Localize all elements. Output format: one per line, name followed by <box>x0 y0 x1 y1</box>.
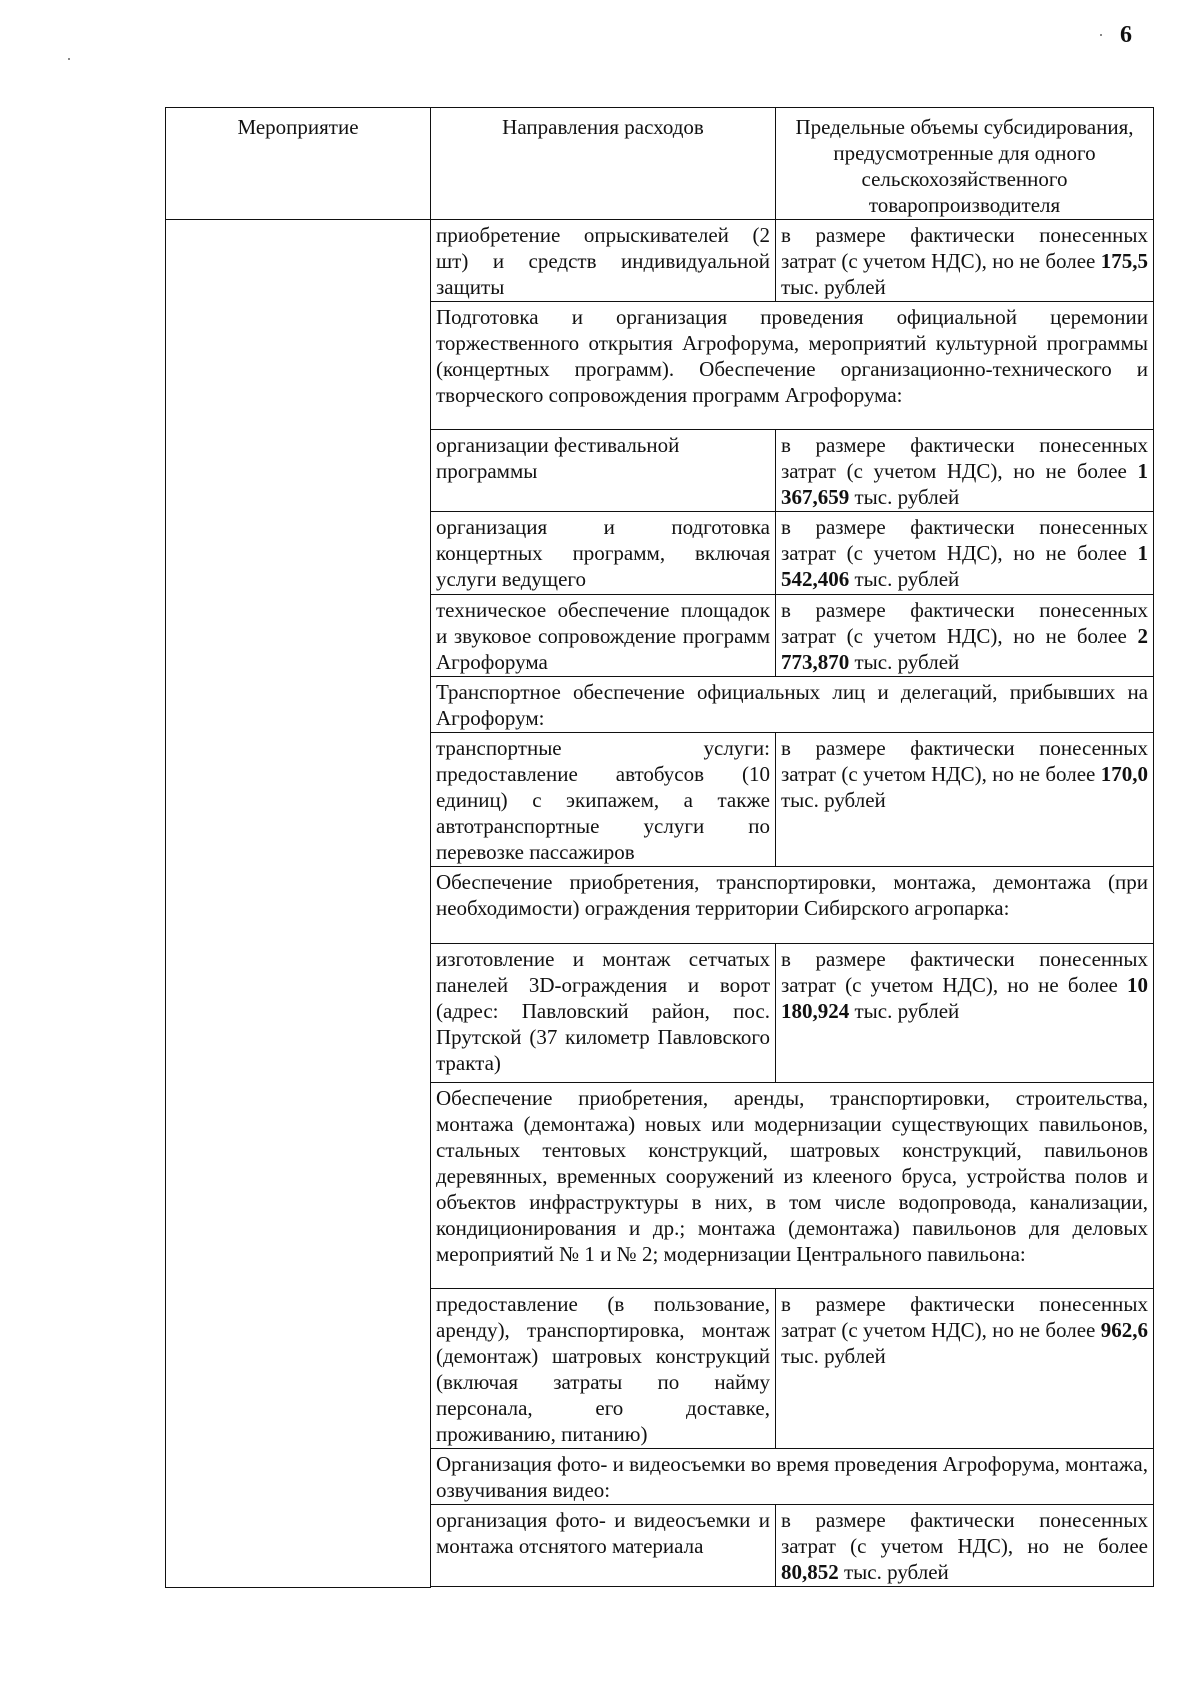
direction-cell: изготовление и монтаж сетчатых панелей 3D-ограждения и ворот (адрес: Павловский район, пос. Прутской (37 километр Павловского тракта) <box>431 944 776 1083</box>
limit-amount: 170,0 <box>1100 762 1148 786</box>
section-text: Подготовка и организация проведения официальной церемонии торжественного открытия Агрофорума, мероприятий культурной программы (концертных программ). Обеспечение организационно-технического и творческого сопровождения программ Агрофорума: <box>431 302 1154 430</box>
table-header-row <box>166 108 1154 220</box>
limit-cell: в размере фактически понесенных затрат (с учетом НДС), но не более 80,852 тыс. рублей <box>776 1505 1154 1587</box>
direction-cell: организация фото- и видеосъемки и монтажа отснятого материала <box>431 1505 776 1587</box>
scan-speck <box>68 58 70 60</box>
section-text: Организация фото- и видеосъемки во время проведения Агрофорума, монтажа, озвучивания видео: <box>431 1449 1154 1505</box>
direction-cell: транспортные услуги: предоставление автобусов (10 единиц) с экипажем, а также автотранспортные услуги по перевозке пассажиров <box>431 733 776 867</box>
table-row <box>166 220 1154 302</box>
section-text: Транспортное обеспечение официальных лиц и делегаций, прибывших на Агрофорум: <box>431 677 1154 733</box>
limit-amount: 2 773,870 <box>781 624 1148 674</box>
limit-amount: 175,5 <box>1100 249 1148 273</box>
page-number: 6 <box>1120 22 1132 48</box>
limit-amount: 1 367,659 <box>781 459 1148 509</box>
limit-amount: 1 542,406 <box>781 541 1148 591</box>
limit-cell: в размере фактически понесенных затрат (с учетом НДС), но не более 2 773,870 тыс. рублей <box>776 595 1154 677</box>
limit-cell: в размере фактически понесенных затрат (с учетом НДС), но не более 175,5 тыс. рублей <box>776 220 1154 302</box>
scan-speck <box>1100 34 1102 36</box>
header-directions: Направления расходов <box>431 108 776 220</box>
direction-cell: техническое обеспечение площадок и звуковое сопровождение программ Агрофорума <box>431 595 776 677</box>
subsidy-table <box>165 107 1154 1588</box>
direction-cell: организации фестивальной программы <box>431 430 776 512</box>
direction-cell: приобретение опрыскивателей (2 шт) и средств индивидуальной защиты <box>431 220 776 302</box>
limit-cell: в размере фактически понесенных затрат (с учетом НДС), но не более 10 180,924 тыс. рублей <box>776 944 1154 1083</box>
event-cell <box>166 220 431 1588</box>
header-event: Мероприятие <box>166 108 431 220</box>
limit-amount: 10 180,924 <box>781 973 1148 1023</box>
limit-amount: 962,6 <box>1100 1318 1148 1342</box>
direction-cell: организация и подготовка концертных программ, включая услуги ведущего <box>431 512 776 595</box>
direction-cell: предоставление (в пользование, аренду), транспортировка, монтаж (демонтаж) шатровых конструкций (включая затраты по найму персонала, его доставке, проживанию, питанию) <box>431 1289 776 1449</box>
limit-amount: 80,852 <box>781 1560 839 1584</box>
section-text: Обеспечение приобретения, транспортировки, монтажа, демонтажа (при необходимости) ограждения территории Сибирского агропарка: <box>431 867 1154 944</box>
limit-cell: в размере фактически понесенных затрат (с учетом НДС), но не более 170,0 тыс. рублей <box>776 733 1154 867</box>
header-limits: Предельные объемы субсидирования, предусмотренные для одного сельскохозяйственного товаропроизводителя <box>776 108 1154 220</box>
limit-cell: в размере фактически понесенных затрат (с учетом НДС), но не более 1 367,659 тыс. рублей <box>776 430 1154 512</box>
limit-cell: в размере фактически понесенных затрат (с учетом НДС), но не более 1 542,406 тыс. рублей <box>776 512 1154 595</box>
section-text: Обеспечение приобретения, аренды, транспортировки, строительства, монтажа (демонтажа) новых или модернизации существующих павильонов, стальных тентовых конструкций, шатровых конструкций, павильонов деревянных, временных сооружений из клееного бруса, устройства полов и объектов инфраструктуры в них, в том числе водопровода, канализации, кондиционирования и др.; монтажа (демонтажа) павильонов для деловых мероприятий № 1 и № 2; модернизации Центрального павильона: <box>431 1083 1154 1289</box>
limit-cell: в размере фактически понесенных затрат (с учетом НДС), но не более 962,6 тыс. рублей <box>776 1289 1154 1449</box>
